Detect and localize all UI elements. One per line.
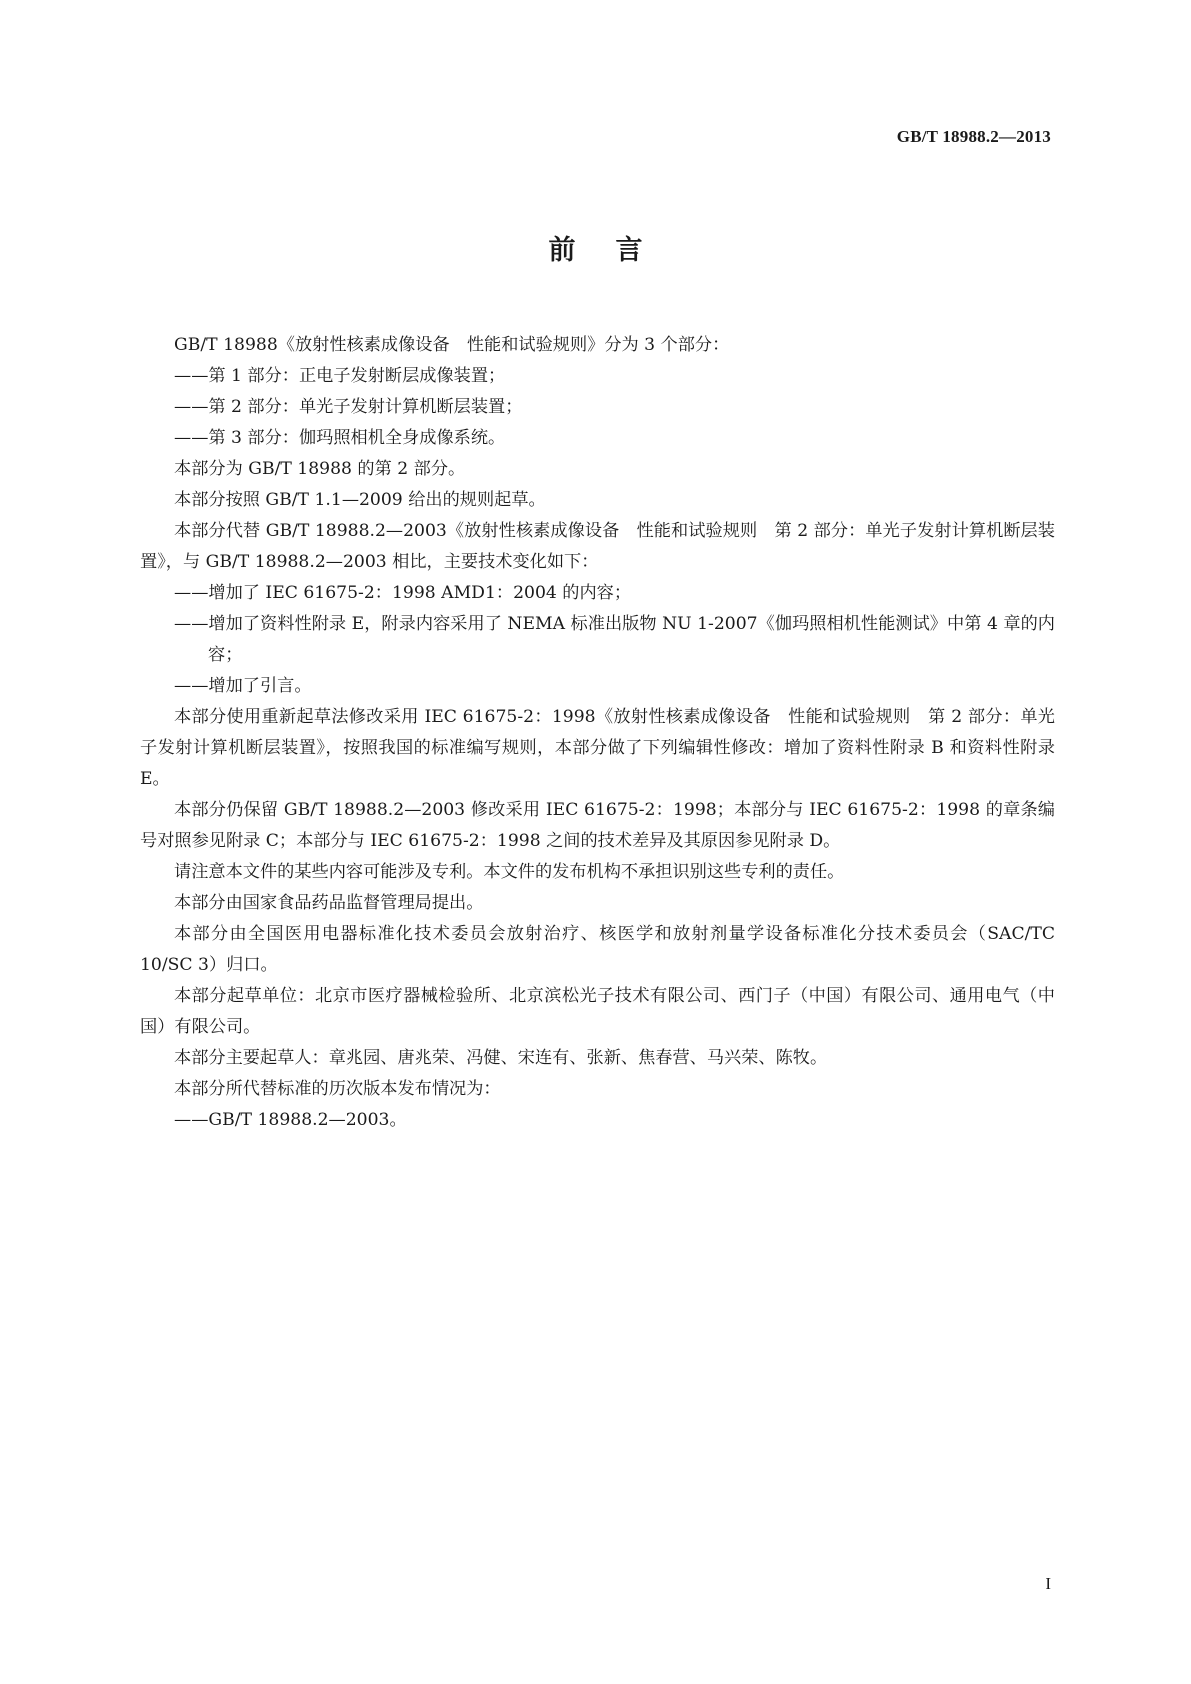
- paragraph-part-statement: 本部分为 GB/T 18988 的第 2 部分。: [174, 459, 466, 479]
- paragraph-drafting-rules: 本部分按照 GB/T 1.1—2009 给出的规则起草。: [174, 490, 546, 510]
- paragraph-drafting-units: 本部分起草单位：北京市医疗器械检验所、北京滨松光子技术有限公司、西门子（中国）有限公司、通用电气（中国）有限公司。: [140, 986, 1055, 1037]
- list-item-change-2: ——增加了资料性附录 E，附录内容采用了 NEMA 标准出版物 NU 1-2007《伽玛照相机性能测试》中第 4 章的内容；: [174, 614, 1055, 665]
- paragraph-previous-editions: 本部分所代替标准的历次版本发布情况为：: [174, 1079, 501, 1099]
- paragraph-intro: GB/T 18988《放射性核素成像设备 性能和试验规则》分为 3 个部分：: [174, 335, 730, 355]
- list-item-change-1: ——增加了 IEC 61675-2：1998 AMD1：2004 的内容；: [174, 583, 632, 603]
- page-number: I: [1045, 1574, 1051, 1593]
- paragraph-proposed-by: 本部分由国家食品药品监督管理局提出。: [174, 893, 484, 913]
- paragraph-centralized-by: 本部分由全国医用电器标准化技术委员会放射治疗、核医学和放射剂量学设备标准化分技术委员会（SAC/TC 10/SC 3）归口。: [140, 924, 1055, 975]
- paragraph-drafters: 本部分主要起草人：章兆园、唐兆荣、冯健、宋连有、张新、焦春营、马兴荣、陈牧。: [174, 1048, 828, 1068]
- list-item-part-1: ——第 1 部分：正电子发射断层成像装置；: [174, 366, 506, 386]
- list-item-change-3: ——增加了引言。: [174, 676, 312, 696]
- paragraph-patent-notice: 请注意本文件的某些内容可能涉及专利。本文件的发布机构不承担识别这些专利的责任。: [174, 862, 845, 882]
- list-item-previous-edition: ——GB/T 18988.2—2003。: [174, 1110, 407, 1130]
- paragraph-adoption: 本部分使用重新起草法修改采用 IEC 61675-2：1998《放射性核素成像设备 性能和试验规则 第 2 部分：单光子发射计算机断层装置》，按照我国的标准编写规则，本部分做了下列编辑性修改：增加了资料性附录 B 和资料性附录 E。: [140, 707, 1055, 789]
- foreword-body: [140, 330, 1055, 1136]
- standard-code: GB/T 18988.2—2013: [896, 127, 1051, 146]
- paragraph-retained: 本部分仍保留 GB/T 18988.2—2003 修改采用 IEC 61675-2：1998；本部分与 IEC 61675-2：1998 的章条编号对照参见附录 C；本部分与 IEC 61675-2：1998 之间的技术差异及其原因参见附录 D。: [140, 800, 1055, 851]
- list-item-part-3: ——第 3 部分：伽玛照相机全身成像系统。: [174, 428, 506, 448]
- page-title: 前言: [548, 235, 683, 266]
- list-item-part-2: ——第 2 部分：单光子发射计算机断层装置；: [174, 397, 523, 417]
- paragraph-replaces: 本部分代替 GB/T 18988.2—2003《放射性核素成像设备 性能和试验规则 第 2 部分：单光子发射计算机断层装置》，与 GB/T 18988.2—2003 相比，主要技术变化如下：: [140, 521, 1055, 572]
